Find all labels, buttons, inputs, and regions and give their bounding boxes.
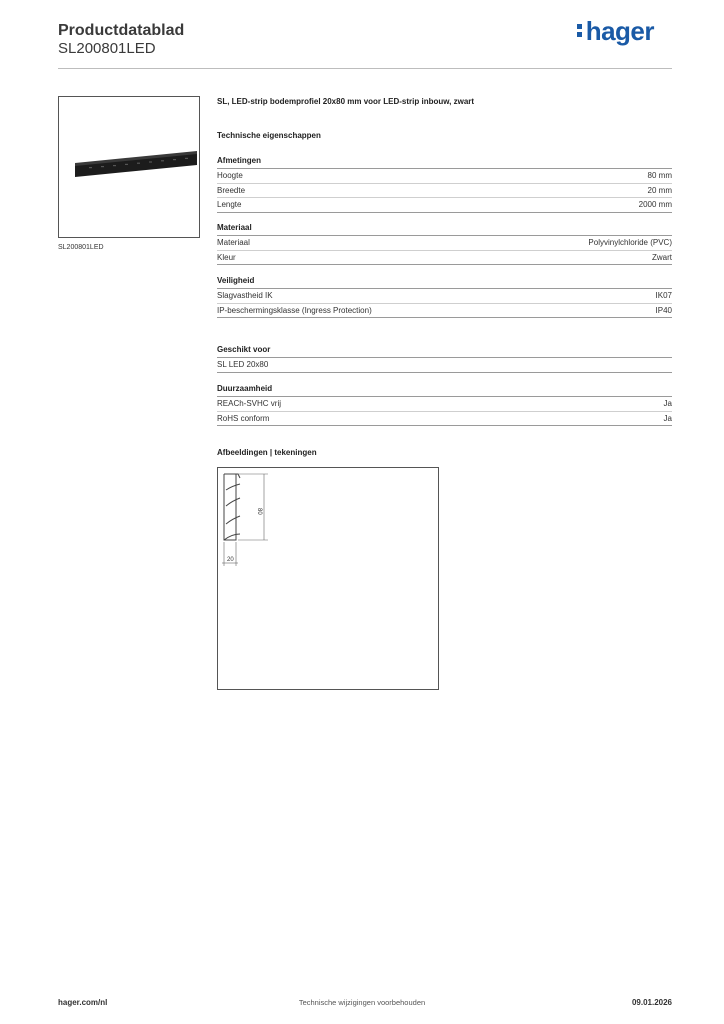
row-label: Lengte bbox=[217, 200, 242, 209]
footer-disclaimer: Technische wijzigingen voorbehouden bbox=[298, 998, 426, 1007]
table-row bbox=[217, 304, 672, 319]
row-value: 80 mm bbox=[647, 171, 672, 180]
dim-height-label: 80 bbox=[256, 508, 262, 515]
section-veiligheid bbox=[217, 276, 672, 318]
footer-date: 09.01.2026 bbox=[631, 998, 672, 1007]
row-label: Slagvastheid IK bbox=[217, 291, 273, 300]
dim-width-label: 20 bbox=[227, 557, 234, 563]
row-label: REACh-SVHC vrij bbox=[217, 399, 282, 408]
footer-website-link[interactable]: hager.com/nl bbox=[58, 998, 108, 1007]
led-profile-image bbox=[59, 97, 199, 237]
row-label: IP-beschermingsklasse (Ingress Protection) bbox=[217, 305, 372, 315]
row-label: Materiaal bbox=[217, 238, 250, 247]
section-geschikt-voor bbox=[217, 345, 672, 373]
section-duurzaamheid bbox=[217, 384, 672, 426]
table-row bbox=[217, 289, 672, 304]
drawings-title: Afbeeldingen | tekeningen bbox=[217, 448, 317, 457]
logo-text: hager bbox=[585, 16, 654, 46]
tech-heading: Technische eigenschappen bbox=[217, 131, 321, 140]
row-label: RoHS conform bbox=[217, 413, 270, 423]
table-row bbox=[217, 198, 672, 213]
row-value: IP40 bbox=[655, 305, 672, 315]
section-title: Materiaal bbox=[217, 223, 672, 236]
photo-caption: SL200801LED bbox=[58, 244, 104, 251]
row-value: Ja bbox=[663, 413, 672, 423]
table-row bbox=[217, 358, 672, 373]
row-value: Ja bbox=[663, 399, 672, 408]
product-photo bbox=[58, 96, 200, 238]
section-title: Afmetingen bbox=[217, 156, 672, 169]
technical-drawing bbox=[217, 467, 439, 690]
table-row bbox=[217, 397, 672, 412]
row-label: Breedte bbox=[217, 185, 246, 195]
section-afmetingen bbox=[217, 156, 672, 213]
row-label: Kleur bbox=[217, 252, 236, 262]
section-title: Geschikt voor bbox=[217, 345, 672, 358]
logo-colon-icon bbox=[577, 22, 583, 38]
row-value: 20 mm bbox=[647, 185, 672, 195]
table-row bbox=[217, 236, 672, 251]
section-materiaal bbox=[217, 223, 672, 265]
table-row bbox=[217, 251, 672, 266]
row-value: 2000 mm bbox=[638, 200, 672, 209]
section-title: Veiligheid bbox=[217, 276, 672, 289]
row-value: Zwart bbox=[652, 252, 672, 262]
page-title: Productdatablad bbox=[58, 22, 185, 39]
row-label: Hoogte bbox=[217, 171, 243, 180]
row-value: IK07 bbox=[655, 291, 672, 300]
header-divider bbox=[58, 68, 672, 69]
table-row bbox=[217, 412, 672, 427]
row-label: SL LED 20x80 bbox=[217, 360, 269, 369]
table-row bbox=[217, 184, 672, 199]
table-row bbox=[217, 169, 672, 184]
product-code: SL200801LED bbox=[58, 40, 156, 57]
section-title: Duurzaamheid bbox=[217, 384, 672, 397]
product-description: SL, LED-strip bodemprofiel 20x80 mm voor LED-strip inbouw, zwart bbox=[217, 97, 475, 106]
row-value: Polyvinylchloride (PVC) bbox=[588, 238, 672, 247]
hager-logo bbox=[577, 16, 654, 47]
profile-cross-section-drawing bbox=[218, 468, 438, 689]
